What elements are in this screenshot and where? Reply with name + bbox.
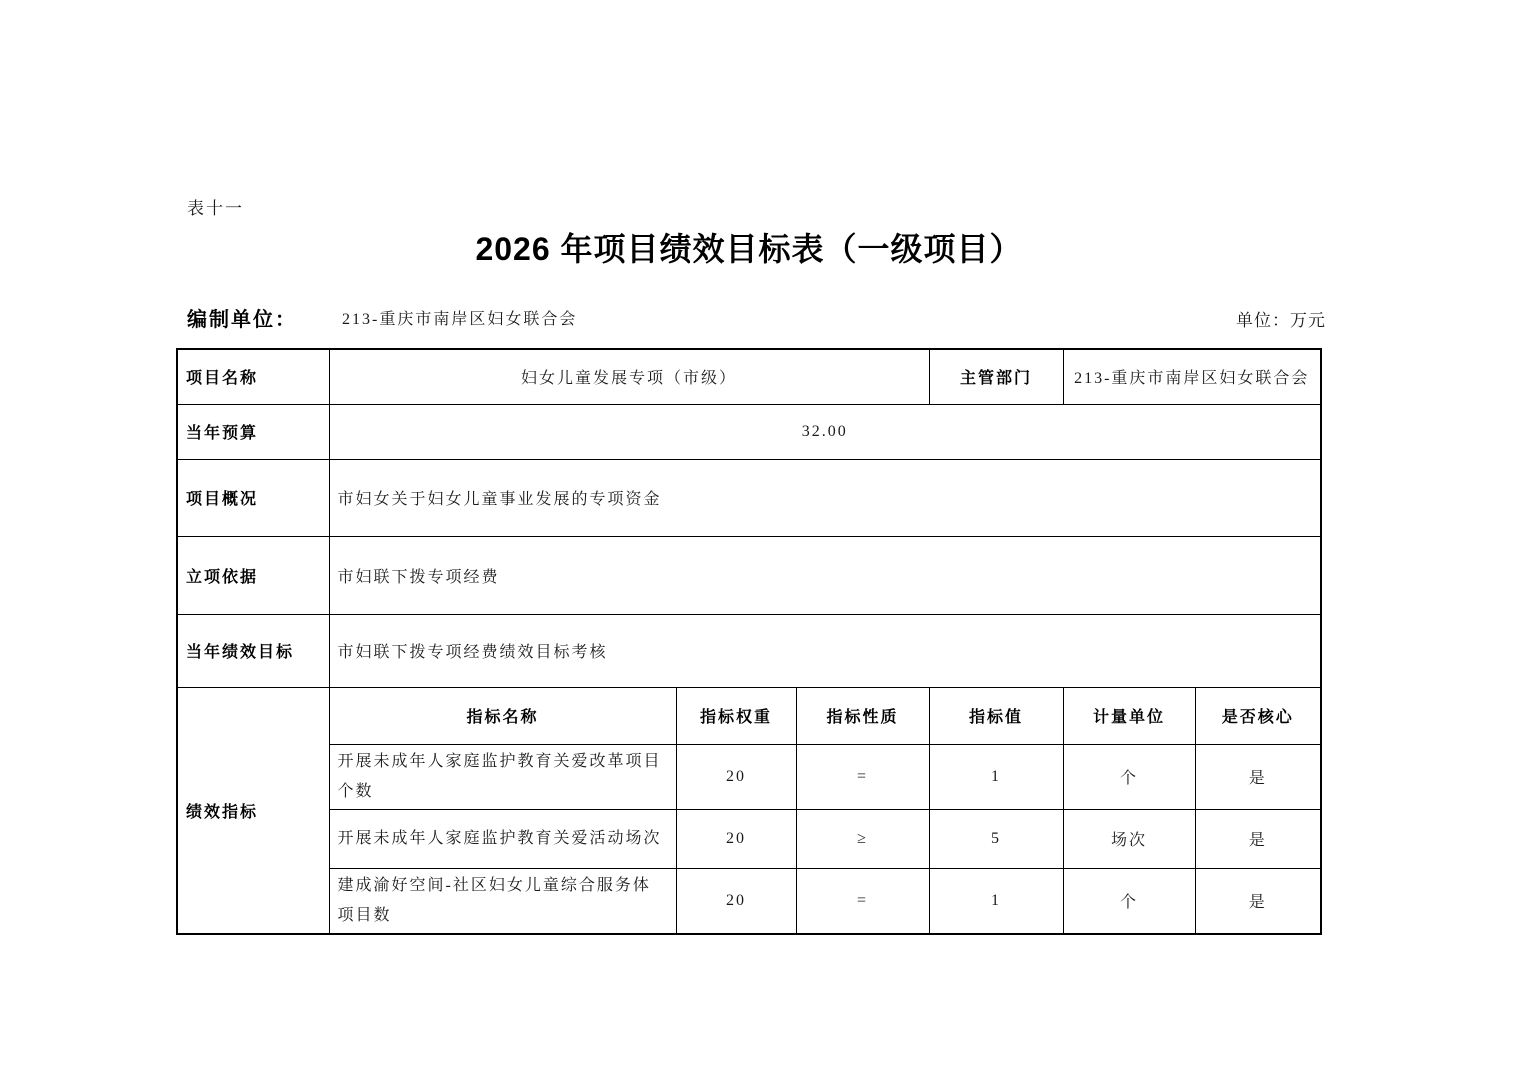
header-is-core: 是否核心 <box>1195 687 1321 744</box>
indicator-unit: 个 <box>1063 744 1195 809</box>
indicators-label: 绩效指标 <box>177 687 329 934</box>
department-label: 主管部门 <box>929 349 1063 404</box>
row-budget <box>177 404 1321 459</box>
page-title: 2026 年项目绩效目标表（一级项目） <box>475 231 1023 267</box>
row-annual-goal <box>177 614 1321 687</box>
indicator-core: 是 <box>1195 868 1321 934</box>
indicator-nature: ≥ <box>796 809 929 868</box>
department-value: 213-重庆市南岸区妇女联合会 <box>1063 349 1321 404</box>
indicator-name: 开展未成年人家庭监护教育关爱活动场次 <box>329 809 676 868</box>
header-indicator-name: 指标名称 <box>329 687 676 744</box>
indicator-row <box>177 868 1321 934</box>
indicator-weight: 20 <box>676 744 796 809</box>
indicator-value: 1 <box>929 744 1063 809</box>
prepared-by-value: 213-重庆市南岸区妇女联合会 <box>342 311 578 328</box>
row-project-name <box>177 349 1321 404</box>
indicator-weight: 20 <box>676 809 796 868</box>
indicator-core: 是 <box>1195 809 1321 868</box>
row-indicator-header <box>177 687 1321 744</box>
indicator-core: 是 <box>1195 744 1321 809</box>
indicator-nature: = <box>796 744 929 809</box>
basis-value: 市妇联下拨专项经费 <box>329 536 1321 614</box>
indicator-value: 1 <box>929 868 1063 934</box>
annual-goal-label: 当年绩效目标 <box>177 614 329 687</box>
indicator-row <box>177 809 1321 868</box>
budget-value: 32.00 <box>329 404 1321 459</box>
unit-note: 单位：万元 <box>1236 311 1326 330</box>
indicator-name: 开展未成年人家庭监护教育关爱改革项目个数 <box>329 744 676 809</box>
table-number-note: 表十一 <box>187 199 244 218</box>
row-overview <box>177 459 1321 536</box>
basis-label: 立项依据 <box>177 536 329 614</box>
prepared-by-label: 编制单位： <box>187 309 297 331</box>
overview-value: 市妇女关于妇女儿童事业发展的专项资金 <box>329 459 1321 536</box>
row-basis <box>177 536 1321 614</box>
annual-goal-value: 市妇联下拨专项经费绩效目标考核 <box>329 614 1321 687</box>
overview-label: 项目概况 <box>177 459 329 536</box>
meta-line <box>176 303 1326 329</box>
indicator-weight: 20 <box>676 868 796 934</box>
indicator-unit: 场次 <box>1063 809 1195 868</box>
budget-label: 当年预算 <box>177 404 329 459</box>
indicator-row <box>177 744 1321 809</box>
indicator-value: 5 <box>929 809 1063 868</box>
project-name-label: 项目名称 <box>177 349 329 404</box>
performance-target-table <box>176 348 1322 935</box>
header-indicator-nature: 指标性质 <box>796 687 929 744</box>
indicator-name: 建成渝好空间-社区妇女儿童综合服务体项目数 <box>329 868 676 934</box>
indicator-unit: 个 <box>1063 868 1195 934</box>
header-measure-unit: 计量单位 <box>1063 687 1195 744</box>
indicator-nature: = <box>796 868 929 934</box>
header-indicator-value: 指标值 <box>929 687 1063 744</box>
header-indicator-weight: 指标权重 <box>676 687 796 744</box>
project-name-value: 妇女儿童发展专项（市级） <box>329 349 929 404</box>
